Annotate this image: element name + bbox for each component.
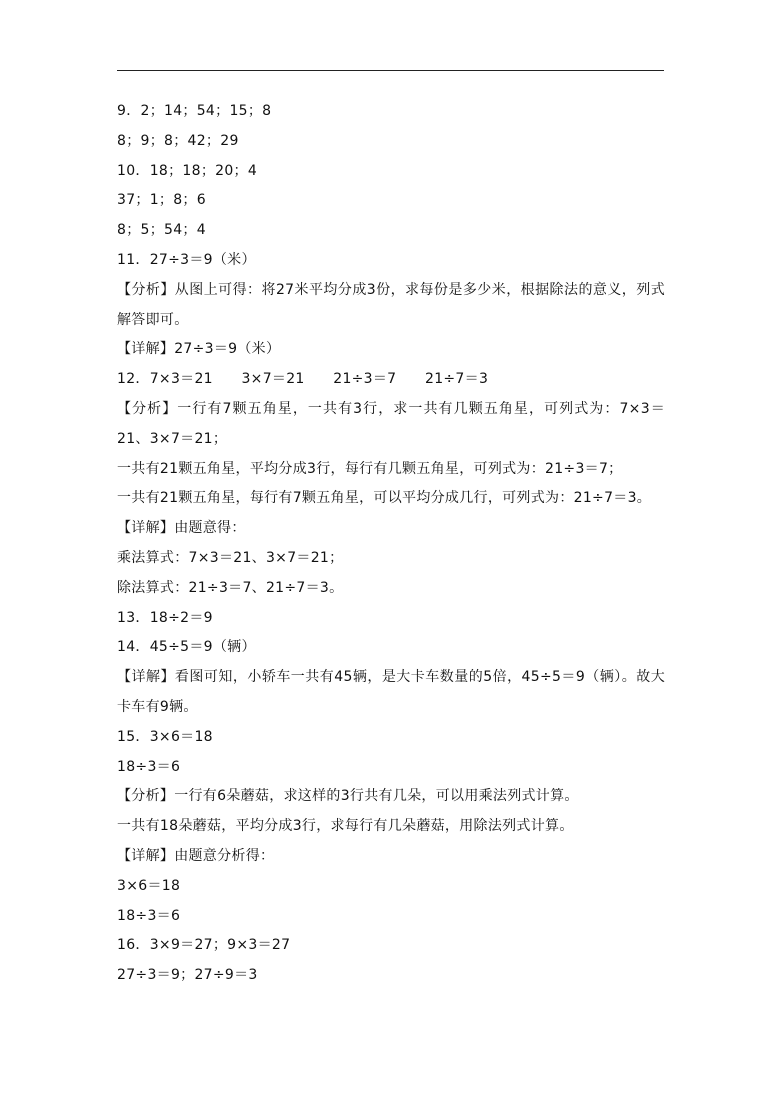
detail-line: 【详解】27÷3＝9（米） <box>117 341 281 358</box>
answer-line: 37；1；8；6 <box>117 192 206 209</box>
detail-line: 【详解】由题意得： <box>117 520 246 537</box>
answer-line: 13．18÷2＝9 <box>117 609 213 626</box>
answer-line: 14．45÷5＝9（辆） <box>117 639 256 656</box>
analysis-paragraph: 【分析】一行有7颗五角星，一共有3行，求一共有几颗五角星，可列式为：7×3＝21、3×7＝21； <box>117 400 665 447</box>
analysis-line: 【分析】一行有6朵蘑菇，求这样的3行共有几朵，可以用乘法列式计算。 <box>117 788 579 805</box>
answer-content <box>117 97 665 991</box>
header-rule <box>117 70 664 71</box>
answer-line: 8；5；54；4 <box>117 222 206 239</box>
answer-line: 27÷3＝9；27÷9＝3 <box>117 967 258 984</box>
analysis-paragraph: 【分析】从图上可得：将27米平均分成3份，求每份是多少米，根据除法的意义，列式解答即可。 <box>117 281 665 328</box>
detail-line: 18÷3＝6 <box>117 907 181 924</box>
analysis-line: 一共有21颗五角星，平均分成3行，每行有几颗五角星，可列式为：21÷3＝7； <box>117 460 623 477</box>
answer-line: 18÷3＝6 <box>117 758 181 775</box>
answer-line: 8；9；8；42；29 <box>117 132 239 149</box>
answer-line: 10．18；18；20；4 <box>117 162 258 179</box>
answer-line: 16．3×9＝27；9×3＝27 <box>117 937 291 954</box>
detail-line: 除法算式：21÷3＝7、21÷7＝3。 <box>117 579 344 596</box>
detail-paragraph: 【详解】看图可知，小轿车一共有45辆，是大卡车数量的5倍，45÷5＝9（辆）。故大卡车有9辆。 <box>117 669 665 715</box>
answer-line: 9．2；14；54；15；8 <box>117 103 272 119</box>
detail-line: 乘法算式：7×3＝21、3×7＝21； <box>117 549 344 566</box>
answer-line: 11．27÷3＝9（米） <box>117 251 256 268</box>
detail-line: 3×6＝18 <box>117 877 181 894</box>
detail-line: 【详解】由题意分析得： <box>117 847 275 864</box>
answer-line: 15．3×6＝18 <box>117 728 213 745</box>
answer-line: 12．7×3＝21 3×7＝21 21÷3＝7 21÷7＝3 <box>117 371 489 388</box>
analysis-line: 一共有18朵蘑菇，平均分成3行，求每行有几朵蘑菇，用除法列式计算。 <box>117 818 574 835</box>
analysis-line: 一共有21颗五角星，每行有7颗五角星，可以平均分成几行，可列式为：21÷7＝3。 <box>117 490 652 507</box>
